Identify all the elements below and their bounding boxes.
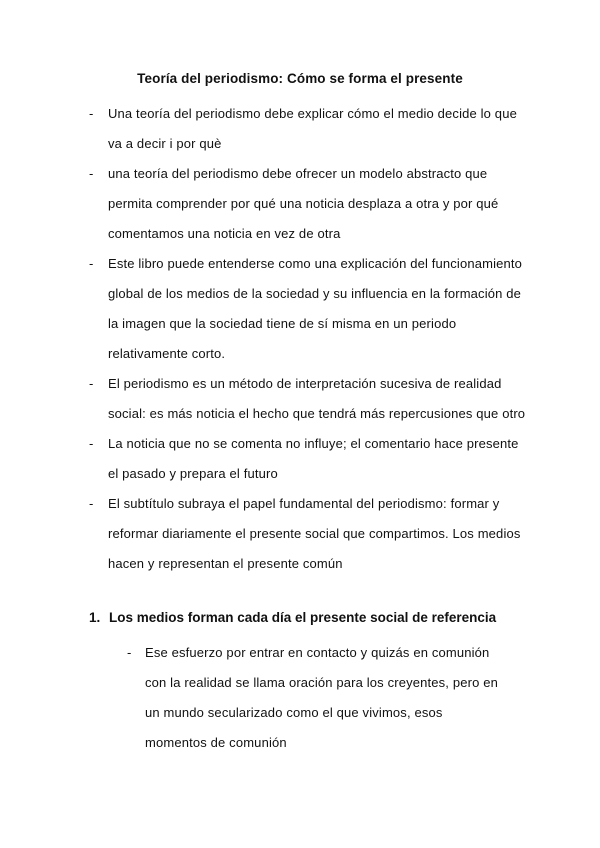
list-item-text: Una teoría del periodismo debe explicar cómo el medio decide lo que va a decir i por què bbox=[108, 106, 517, 151]
section-number: 1. bbox=[89, 610, 101, 625]
list-item bbox=[0, 638, 600, 758]
bullet-marker: - bbox=[89, 376, 94, 391]
list-item-text: Este libro puede entenderse como una explicación del funcionamiento global de los medios de la sociedad y su influencia en la formación de la imagen que la sociedad tiene de sí misma en un periodo relativamente corto. bbox=[108, 256, 523, 361]
list-item-text: una teoría del periodismo debe ofrecer un modelo abstracto que permita comprender por qué una noticia desplaza a otra y por qué comentamos una noticia en vez de otra bbox=[108, 166, 499, 241]
bullet-marker: - bbox=[89, 256, 94, 271]
list-item-text: Ese esfuerzo por entrar en contacto y quizás en comunión con la realidad se llama oración para los creyentes, pero en un mundo secularizado como el que vivimos, esos momentos de comunión bbox=[145, 645, 498, 750]
sub-bullet-list bbox=[0, 638, 600, 758]
bullet-marker: - bbox=[127, 645, 132, 660]
bullet-marker: - bbox=[89, 166, 94, 181]
section-heading-text: Los medios forman cada día el presente social de referencia bbox=[109, 610, 497, 625]
list-item bbox=[0, 429, 600, 489]
list-item-text: El periodismo es un método de interpretación sucesiva de realidad social: es más noticia el hecho que tendrá más repercusiones que otro bbox=[108, 376, 526, 421]
list-item bbox=[0, 99, 600, 159]
list-item bbox=[0, 369, 600, 429]
list-item-text: La noticia que no se comenta no influye; el comentario hace presente el pasado y prepara el futuro bbox=[108, 436, 519, 481]
bullet-marker: - bbox=[89, 496, 94, 511]
list-item bbox=[0, 249, 600, 369]
list-item-text: El subtítulo subraya el papel fundamental del periodismo: formar y reformar diariamente el presente social que compartimos. Los medios hacen y representan el presente común bbox=[108, 496, 521, 571]
list-item bbox=[0, 489, 600, 579]
bullet-marker: - bbox=[89, 436, 94, 451]
bullet-list bbox=[0, 99, 600, 579]
bullet-marker: - bbox=[89, 106, 94, 121]
list-item bbox=[0, 159, 600, 249]
document-title: Teoría del periodismo: Cómo se forma el presente bbox=[137, 71, 463, 86]
